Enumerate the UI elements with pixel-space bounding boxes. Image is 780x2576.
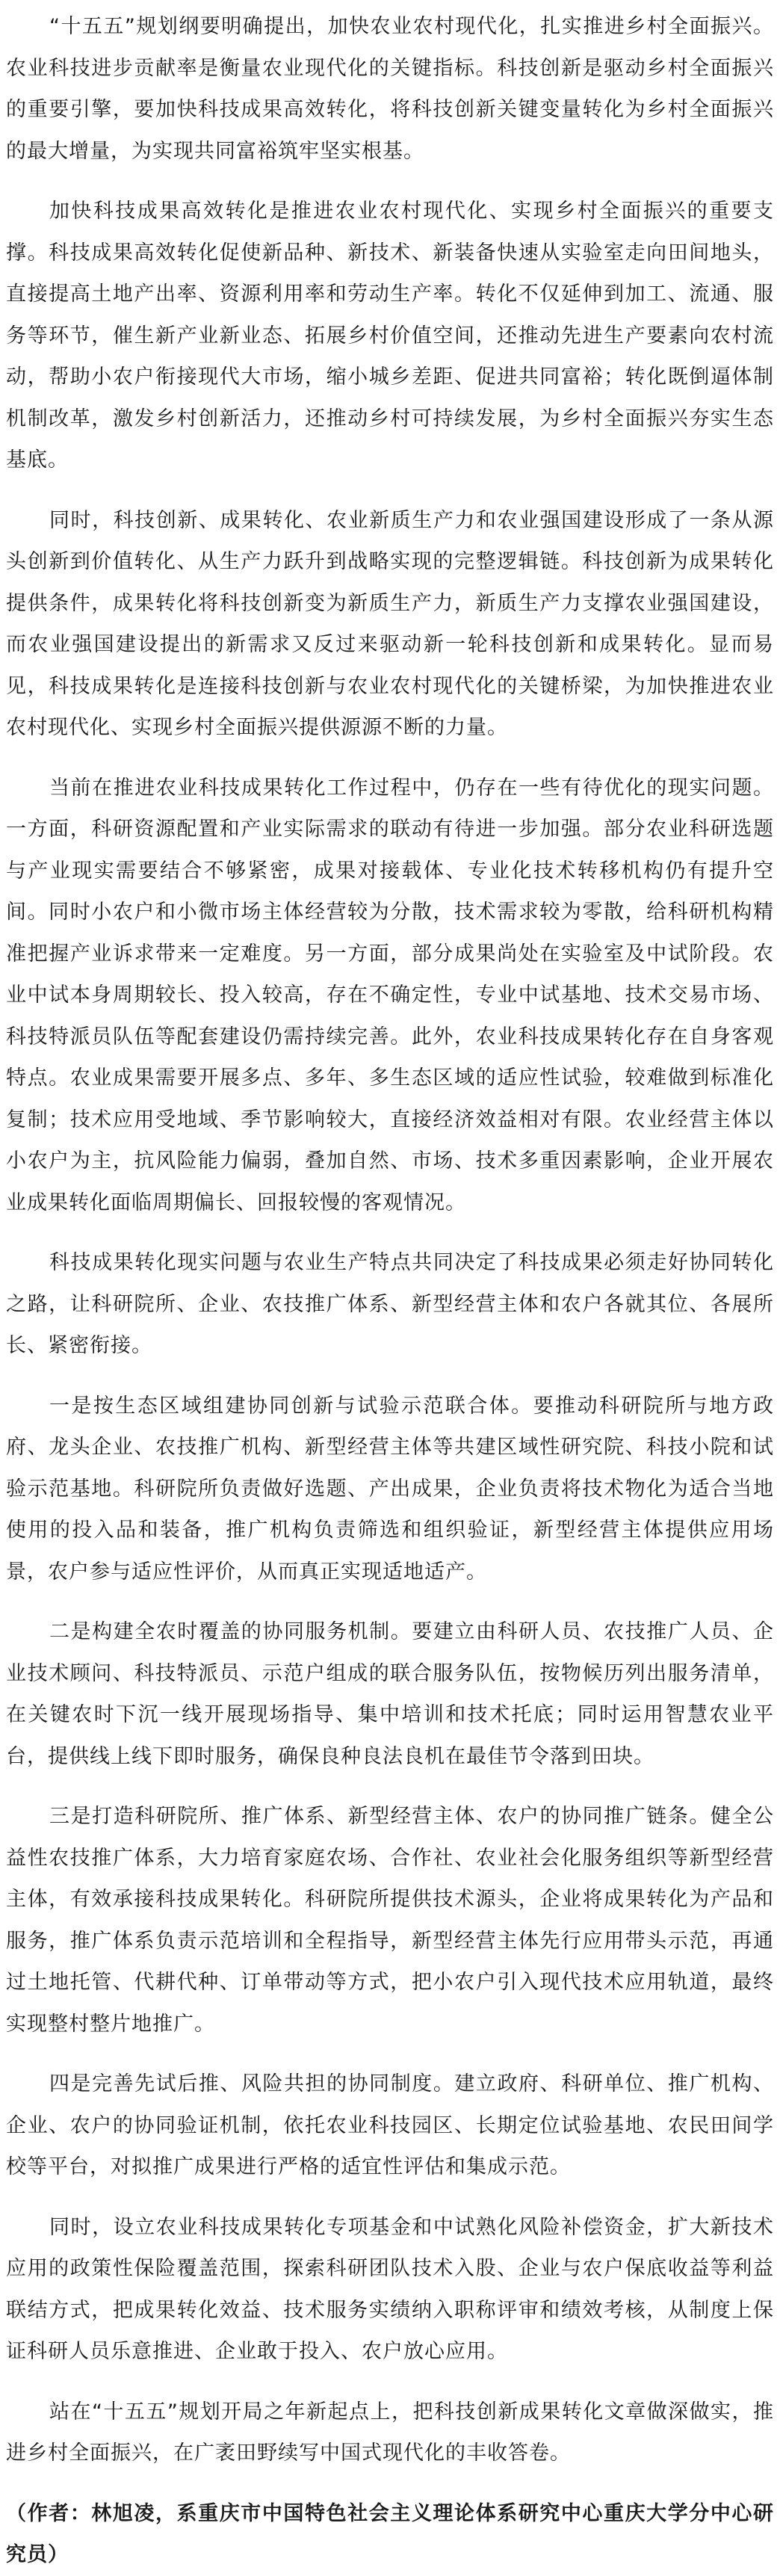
paragraph-measure-two: 二是构建全农时覆盖的协同服务机制。要建立由科研人员、农技推广人员、企业技术顾问、科技特派员、示范户组成的联合服务队伍，按物候历列出服务清单，在关键农时下沉一线开展现场指导、集中培训和技术托底；同时运用智慧农业平台，提供线上线下即时服务，确保良种良法良机在最佳节令落到田块。: [6, 1620, 774, 1768]
paragraph-funding: 同时，设立农业科技成果转化专项基金和中试熟化风险补偿资金，扩大新技术应用的政策性保险覆盖范围，探索科研团队技术入股、企业与农户保底收益等利益联结方式，把成果转化效益、技术服务实绩纳入职称评审和绩效考核，从制度上保证科研人员乐意推进、企业敢于投入、农户放心应用。: [6, 2215, 774, 2363]
paragraph-importance: 加快科技成果高效转化是推进农业农村现代化、实现乡村全面振兴的重要支撑。科技成果高效转化促使新品种、新技术、新装备快速从实验室走向田间地头，直接提高土地产出率、资源利用率和劳动生产率。转化不仅延伸到加工、流通、服务等环节，催生新产业新业态、拓展乡村价值空间，还推动先进生产要素向农村流动，帮助小农户衔接现代大市场，缩小城乡差距、促进共同富裕；转化既倒逼体制机制改革，激发乡村创新活力，还推动乡村可持续发展，为乡村全面振兴夯实生态基底。: [6, 200, 774, 472]
paragraph-current-problems: 当前在推进农业科技成果转化工作过程中，仍存在一些有待优化的现实问题。一方面，科研资源配置和产业实际需求的联动有待进一步加强。部分农业科研选题与产业现实需要结合不够紧密，成果对接载体、专业化技术转移机构仍有提升空间。同时小农户和小微市场主体经营较为分散，技术需求较为零散，给科研机构精准把握产业诉求带来一定难度。另一方面，部分成果尚处在实验室及中试阶段。农业中试本身周期较长、投入较高，存在不确定性，专业中试基地、技术交易市场、科技特派员队伍等配套建设仍需持续完善。此外，农业科技成果转化存在自身客观特点。农业成果需要开展多点、多年、多生态区域的适应性试验，较难做到标准化复制；技术应用受地域、季节影响较大，直接经济效益相对有限。农业经营主体以小农户为主，抗风险能力偏弱，叠加自然、市场、技术多重因素影响，企业开展农业成果转化面临周期偏长、回报较慢的客观情况。: [6, 776, 774, 1214]
paragraph-intro: “十五五”规划纲要明确提出，加快农业农村现代化，扎实推进乡村全面振兴。农业科技进步贡献率是衡量农业现代化的关键指标。科技创新是驱动乡村全面振兴的重要引擎，要加快科技成果高效转化，将科技创新关键变量转化为乡村全面振兴的最大增量，为实现共同富裕筑牢坚实根基。: [6, 15, 774, 163]
paragraph-measure-three: 三是打造科研院所、推广体系、新型经营主体、农户的协同推广链条。健全公益性农技推广体系，大力培育家庭农场、合作社、农业社会化服务组织等新型经营主体，有效承接科技成果转化。科研院所提供技术源头，企业将成果转化为产品和服务，推广体系负责示范培训和全程指导，新型经营主体先行应用带头示范，再通过土地托管、代耕代种、订单带动等方式，把小农户引入现代技术应用轨道，最终实现整村整片地推广。: [6, 1805, 774, 2036]
paragraph-collaborative-path: 科技成果转化现实问题与农业生产特点共同决定了科技成果必须走好协同转化之路，让科研院所、企业、农技推广体系、新型经营主体和农户各就其位、各展所长、紧密衔接。: [6, 1251, 774, 1357]
paragraph-logic-chain: 同时，科技创新、成果转化、农业新质生产力和农业强国建设形成了一条从源头创新到价值转化、从生产力跃升到战略实现的完整逻辑链。科技创新为成果转化提供条件，成果转化将科技创新变为新质生产力，新质生产力支撑农业强国建设，而农业强国建设提出的新需求又反过来驱动新一轮科技创新和成果转化。显而易见，科技成果转化是连接科技创新与农业农村现代化的关键桥梁，为加快推进农业农村现代化、实现乡村全面振兴提供源源不断的力量。: [6, 508, 774, 739]
paragraph-measure-one: 一是按生态区域组建协同创新与试验示范联合体。要推动科研院所与地方政府、龙头企业、农技推广机构、新型经营主体等共建区域性研究院、科技小院和试验示范基地。科研院所负责做好选题、产出成果，企业负责将技术物化为适合当地使用的投入品和装备，推广机构负责筛选和组织验证，新型经营主体提供应用场景，农户参与适应性评价，从而真正实现适地适产。: [6, 1394, 774, 1584]
paragraph-measure-four: 四是完善先试后推、风险共担的协同制度。建立政府、科研单位、推广机构、企业、农户的协同验证机制，依托农业科技园区、长期定位试验基地、农民田间学校等平台，对拟推广成果进行严格的适宜性评估和集成示范。: [6, 2072, 774, 2178]
paragraph-conclusion: 站在“十五五”规划开局之年新起点上，把科技创新成果转化文章做深做实，推进乡村全面振兴，在广袤田野续写中国式现代化的丰收答卷。: [6, 2400, 774, 2465]
author-note: （作者：林旭凌，系重庆市中国特色社会主义理论体系研究中心重庆大学分中心研究员）: [6, 2501, 774, 2566]
